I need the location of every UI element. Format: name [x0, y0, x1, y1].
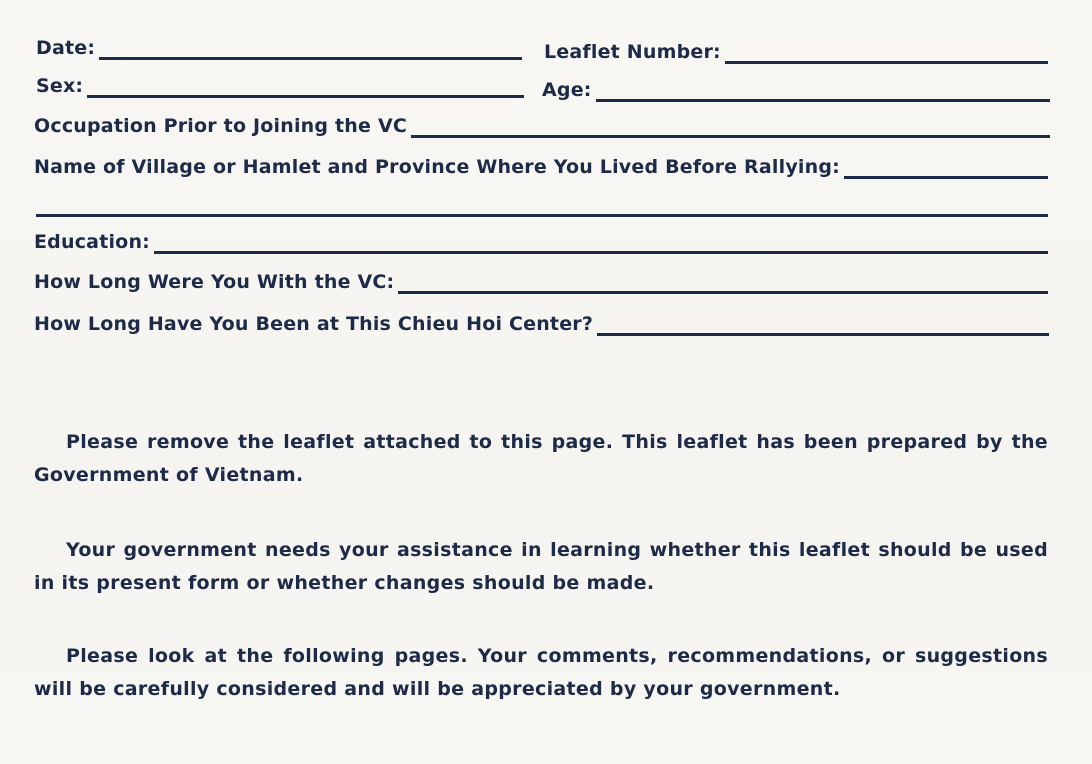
how-long-center-line[interactable] — [597, 333, 1049, 336]
paragraph-3-text: Please look at the following pages. Your comments, recommendations, or suggestions will be carefully considered and will be appreciated by your government. — [34, 645, 1048, 700]
village-continuation-line[interactable] — [36, 214, 1048, 217]
occupation-line[interactable] — [411, 135, 1050, 138]
education-line[interactable] — [154, 251, 1048, 254]
education-label: Education: — [34, 231, 150, 253]
occupation-label: Occupation Prior to Joining the VC — [34, 115, 407, 137]
sex-line[interactable] — [87, 95, 524, 98]
leaflet-number-label: Leaflet Number: — [544, 41, 721, 63]
how-long-center-label: How Long Have You Been at This Chieu Hoi Center? — [34, 313, 594, 335]
instruction-paragraph-2 — [34, 534, 1048, 600]
village-field[interactable] — [34, 151, 1048, 181]
paragraph-1-text: Please remove the leaflet attached to this page. This leaflet has been prepared by the Government of Vietnam. — [34, 431, 1048, 486]
leaflet-number-line[interactable] — [725, 61, 1048, 64]
age-line[interactable] — [596, 99, 1050, 102]
age-field[interactable] — [542, 74, 1050, 104]
how-long-center-field[interactable] — [34, 308, 1049, 338]
instruction-paragraph-3 — [34, 640, 1048, 706]
education-field[interactable] — [34, 226, 1048, 256]
how-long-vc-line[interactable] — [398, 291, 1048, 294]
village-line[interactable] — [844, 176, 1048, 179]
occupation-field[interactable] — [34, 110, 1050, 140]
sex-field[interactable] — [36, 70, 524, 100]
leaflet-number-field[interactable] — [544, 36, 1048, 66]
paragraph-2-text: Your government needs your assistance in learning whether this leaflet should be used in its present form or whether changes should be made. — [34, 539, 1048, 594]
instruction-paragraph-1 — [34, 426, 1048, 492]
age-label: Age: — [542, 79, 592, 101]
date-line[interactable] — [99, 57, 522, 60]
how-long-vc-field[interactable] — [34, 266, 1048, 296]
date-field[interactable] — [36, 32, 522, 62]
how-long-vc-label: How Long Were You With the VC: — [34, 271, 395, 293]
village-label: Name of Village or Hamlet and Province Where You Lived Before Rallying: — [34, 156, 840, 178]
sex-label: Sex: — [36, 75, 84, 97]
date-label: Date: — [36, 37, 96, 59]
